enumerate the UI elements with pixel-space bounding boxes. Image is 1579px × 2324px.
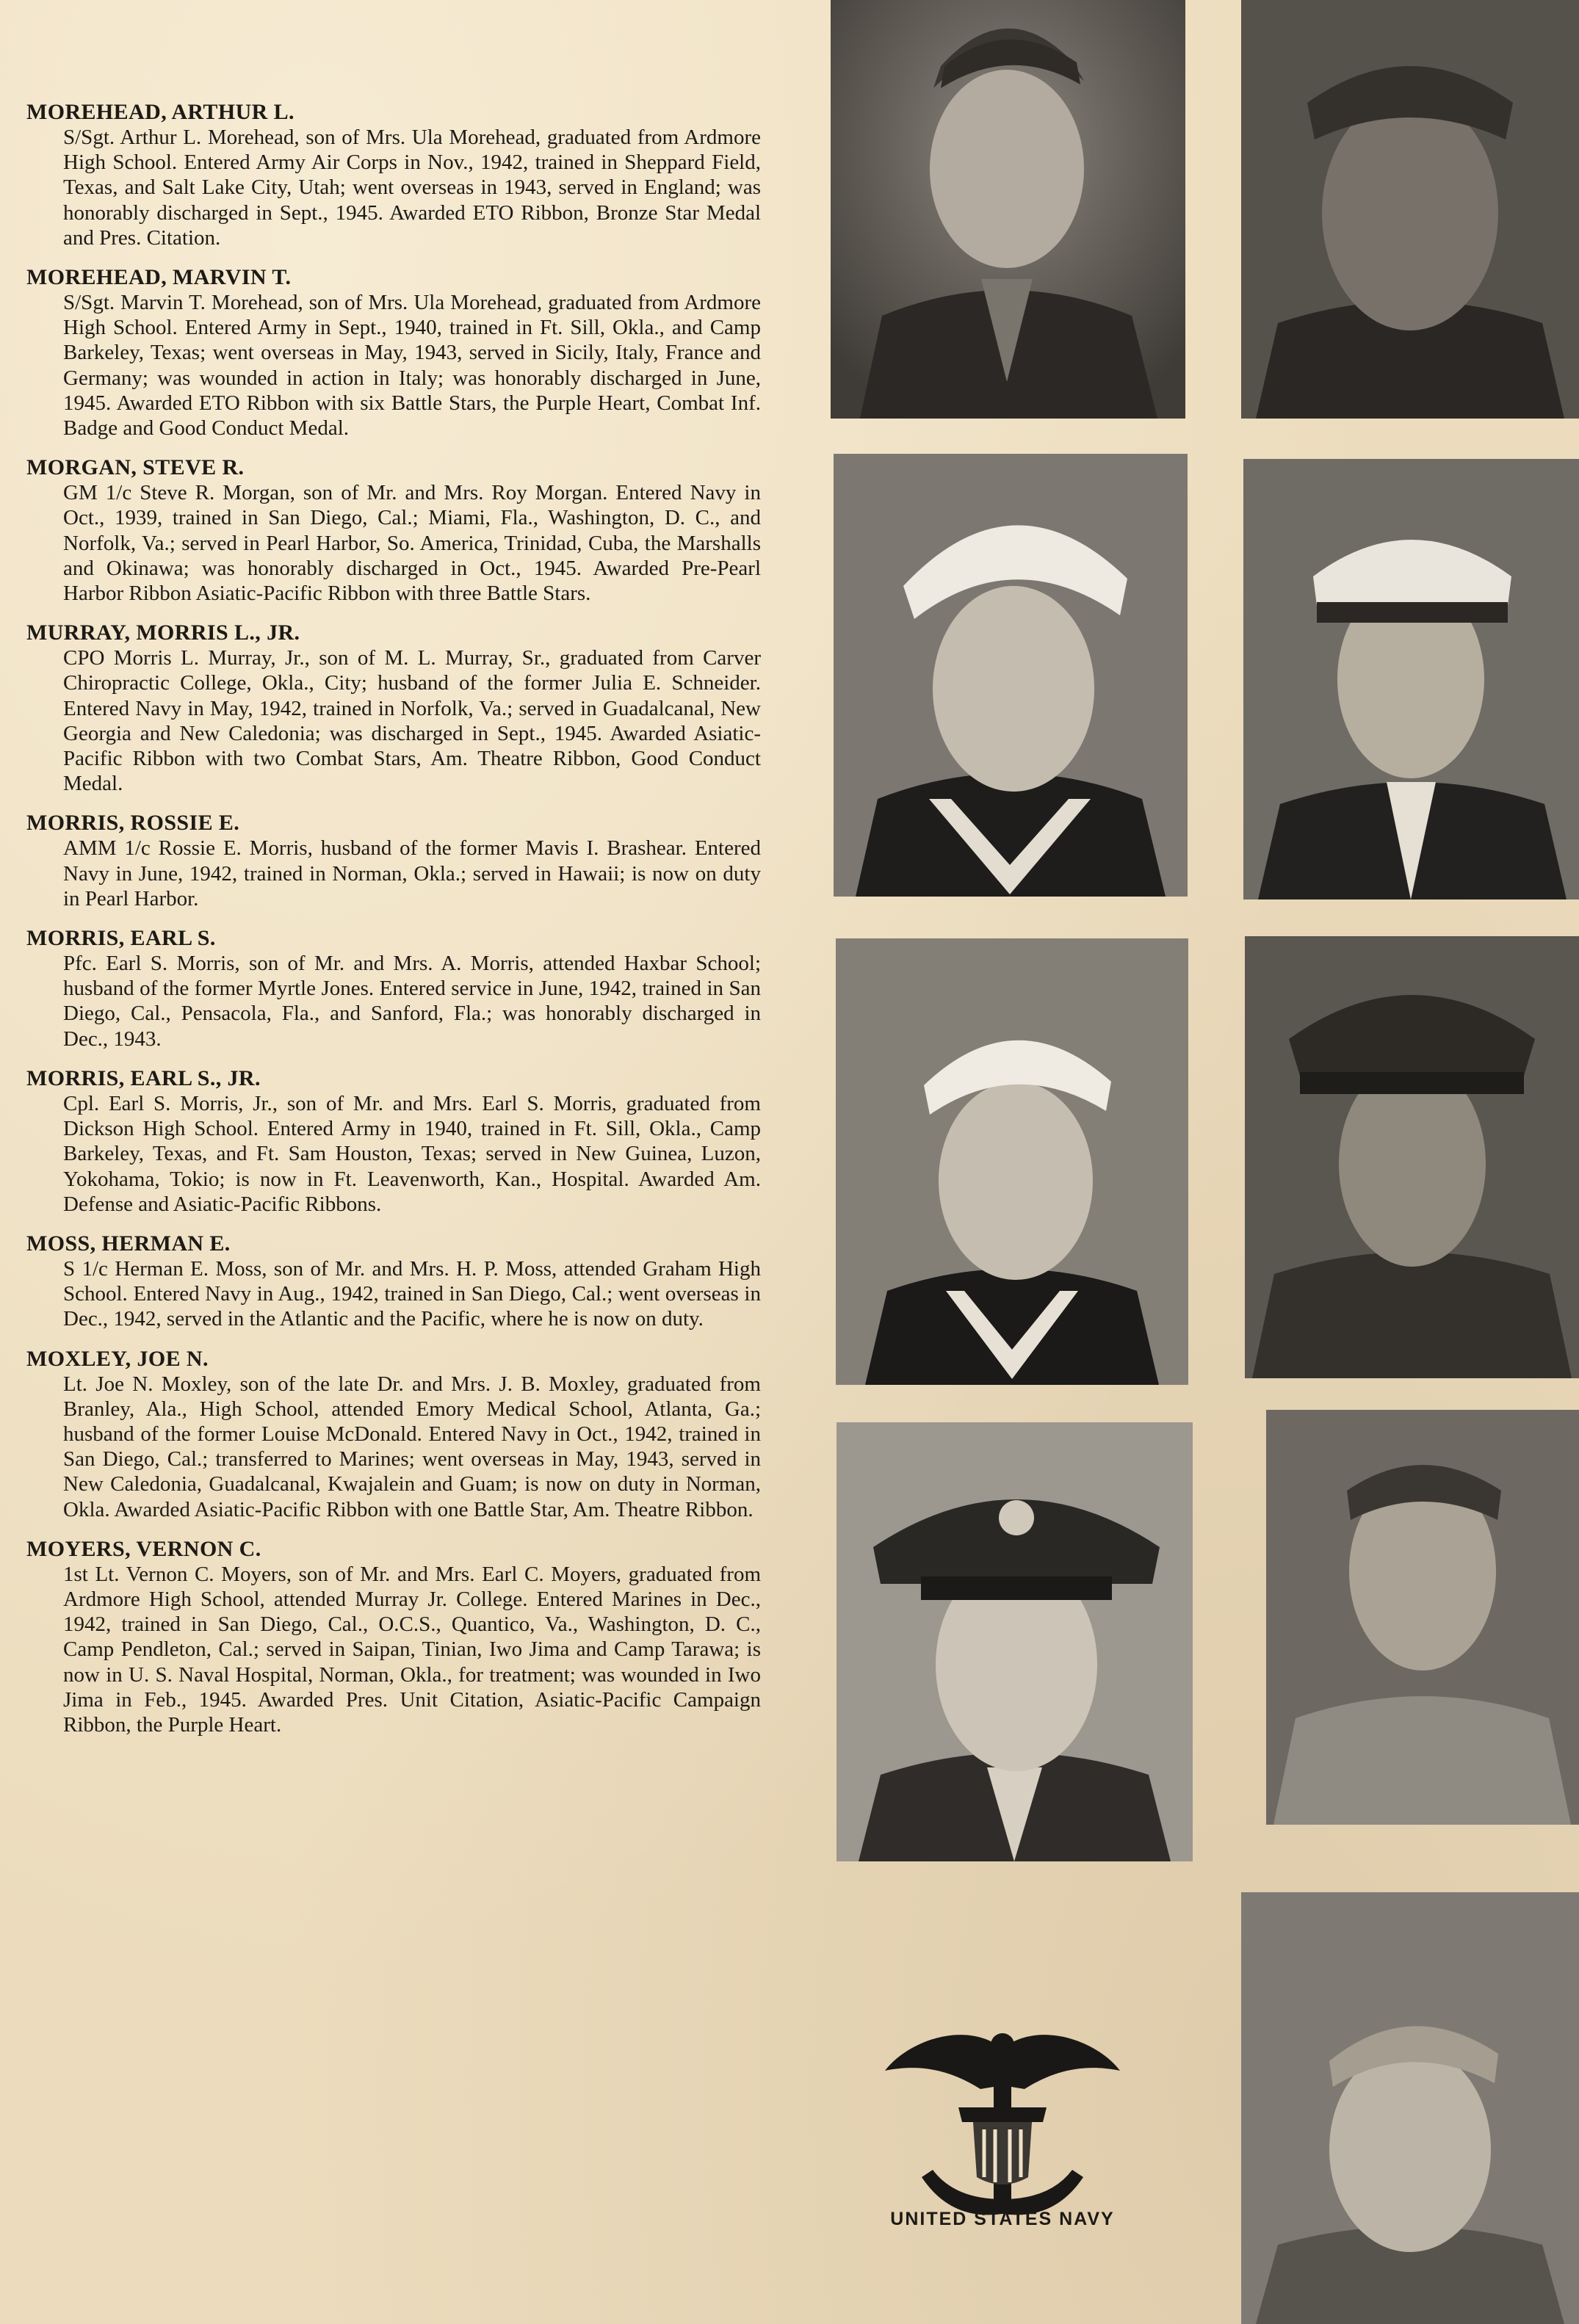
entry-text: Cpl. Earl S. Morris, Jr., son of Mr. and Mrs. Earl S. Morris, graduated from Dickson High School. Entered Army in 1940, trained in Ft. Sill, Okla., Camp Barkeley, Texas, and Ft. Sam Houston, Texas; served in New Guinea, Luzon, Yokohama, Tokio; is now in Ft. Leavenworth, Kan., Hospital. Awarded Am. Defense and Asiatic-Pacific Ribbons.	[63, 1091, 761, 1216]
entry-moxley-joe	[26, 1347, 761, 1522]
entry-name: MOREHEAD, MARVIN T.	[26, 265, 292, 290]
entry-text: S/Sgt. Arthur L. Morehead, son of Mrs. Ula Morehead, graduated from Ardmore High School. Entered Army Air Corps in Nov., 1942, trained in Sheppard Field, Texas, and Salt Lake City, Utah; went overseas in 1943, served in England; was honorably discharged in Sept., 1945. Awarded ETO Ribbon, Bronze Star Medal and Pres. Citation.	[63, 126, 761, 250]
portrait-photo	[1241, 1892, 1579, 2324]
entry-name: MORRIS, ROSSIE E.	[26, 811, 240, 836]
entry-morris-rossie	[26, 811, 761, 911]
navy-eagle-anchor-icon	[878, 2019, 1127, 2232]
entry-name: MOYERS, VERNON C.	[26, 1536, 261, 1561]
emblem-caption: UNITED STATES NAVY	[890, 2209, 1115, 2229]
portrait-photo	[1266, 1410, 1579, 1825]
entry-moyers-vernon	[26, 1537, 761, 1737]
entry-name: MOREHEAD, ARTHUR L.	[26, 100, 295, 124]
portrait-photo	[1241, 0, 1579, 419]
entry-name: MURRAY, MORRIS L., JR.	[26, 620, 300, 645]
entry-text: GM 1/c Steve R. Morgan, son of Mr. and Mrs. Roy Morgan. Entered Navy in Oct., 1939, trained in San Diego, Cal.; Miami, Fla., Washington, D. C., and Norfolk, Va.; served in Pearl Harbor, So. America, Trinidad, Cuba, the Marshalls and Okinawa; was honorably discharged in Oct., 1945. Awarded Pre-Pearl Harbor Ribbon Asiatic-Pacific Ribbon with three Battle Stars.	[63, 481, 761, 606]
entry-morehead-marvin	[26, 265, 761, 441]
entry-text: Pfc. Earl S. Morris, son of Mr. and Mrs. A. Morris, attended Haxbar School; husband of the former Myrtle Jones. Entered service in June, 1942, trained in San Diego, Cal., Pensacola, Fla., and Sanford, Fla.; was honorably discharged in Dec., 1943.	[63, 952, 761, 1051]
portrait-photo	[834, 454, 1188, 897]
entry-morgan-steve	[26, 455, 761, 606]
entry-morris-earl	[26, 926, 761, 1051]
portrait-photo	[837, 1422, 1193, 1861]
entry-morehead-arthur	[26, 100, 761, 250]
entry-text: Lt. Joe N. Moxley, son of the late Dr. and Mrs. J. B. Moxley, graduated from Branley, Ala., High School, attended Emory Medical School, Atlanta, Ga.; husband of the former Louise McDonald. Entered Navy in Oct., 1942, trained in San Diego, Cal.; transferred to Marines; went overseas in May, 1943, served in New Caledonia, Guadalcanal, Kwajalein and Guam; is now on duty in Norman, Okla. Awarded Asiatic-Pacific Ribbon with one Battle Star, Am. Theatre Ribbon.	[63, 1372, 761, 1521]
entry-name: MOSS, HERMAN E.	[26, 1231, 231, 1256]
biography-column	[26, 100, 761, 1752]
entry-name: MORRIS, EARL S., JR.	[26, 1065, 261, 1090]
portrait-photo	[836, 938, 1188, 1385]
entry-name: MOXLEY, JOE N.	[26, 1346, 209, 1371]
entry-text: CPO Morris L. Murray, Jr., son of M. L. Murray, Sr., graduated from Carver Chiropractic College, Okla., City; husband of the former Julia E. Schneider. Entered Navy in May, 1942, trained in Norfolk, Va.; served in Guadalcanal, New Georgia and New Caledonia; was discharged in Sept., 1945. Awarded Asiatic-Pacific Ribbon with two Combat Stars, Am. Theatre Ribbon, Good Conduct Medal.	[63, 646, 761, 796]
entry-name: MORGAN, STEVE R.	[26, 455, 245, 480]
entry-text: S/Sgt. Marvin T. Morehead, son of Mrs. Ula Morehead, graduated from Ardmore High School. Entered Army in Sept., 1940, trained in Ft. Sill, Okla., and Camp Barkeley, Texas; went overseas in May, 1943, served in Sicily, Italy, France and Germany; was wounded in action in Italy; was honorably discharged in June, 1945. Awarded ETO Ribbon with six Battle Stars, the Purple Heart, Combat Inf. Badge and Good Conduct Medal.	[63, 291, 761, 441]
entry-text: S 1/c Herman E. Moss, son of Mr. and Mrs. H. P. Moss, attended Graham High School. Entered Navy in Aug., 1942, trained in San Diego, Cal.; went overseas in Dec., 1942, served in the Atlantic and the Pacific, where he is now on duty.	[63, 1256, 761, 1331]
entry-morris-earl-jr	[26, 1066, 761, 1217]
entry-text: 1st Lt. Vernon C. Moyers, son of Mr. and Mrs. Earl C. Moyers, graduated from Ardmore High School, attended Murray Jr. College. Entered Marines in Dec., 1942, trained in San Diego, Cal., O.C.S., Quantico, Va., Washington, D. C., Camp Pendleton, Cal.; served in Saipan, Tinian, Iwo Jima and Camp Tarawa; is now in U. S. Naval Hospital, Norman, Okla., for treatment; was wounded in Iwo Jima in Feb., 1945. Awarded Pres. Unit Citation, Asiatic-Pacific Campaign Ribbon, the Purple Heart.	[63, 1562, 761, 1737]
entry-name: MORRIS, EARL S.	[26, 926, 216, 951]
portrait-photo	[831, 0, 1185, 419]
portrait-photo	[1243, 459, 1579, 899]
entry-moss-herman	[26, 1231, 761, 1332]
entry-text: AMM 1/c Rossie E. Morris, husband of the former Mavis I. Brashear. Entered Navy in June, 1942, trained in Norman, Okla.; served in Hawaii; is now on duty in Pearl Harbor.	[63, 836, 761, 911]
portrait-photo	[1245, 936, 1579, 1378]
entry-murray-morris	[26, 620, 761, 796]
